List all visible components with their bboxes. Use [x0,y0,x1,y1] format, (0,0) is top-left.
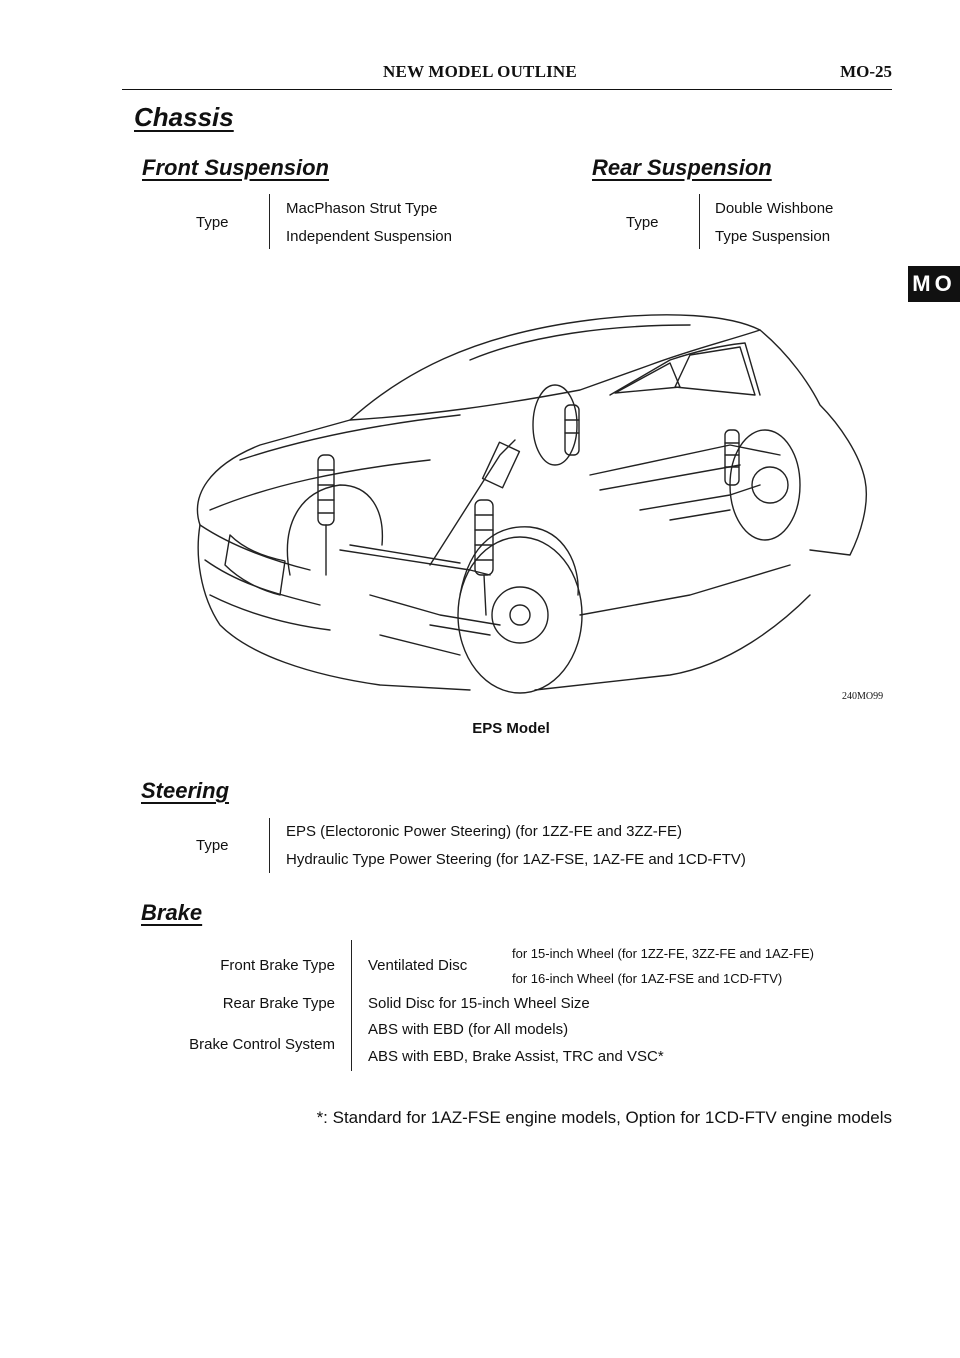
brake-control-value-1: ABS with EBD (for All models) [368,1021,569,1038]
front-suspension-value-1: MacPhason Strut Type [286,200,438,217]
front-suspension-divider [269,194,270,249]
rear-suspension-divider [699,194,700,249]
front-brake-note-2: for 16-inch Wheel (for 1AZ-FSE and 1CD-FTV) [512,971,783,986]
rear-suspension-type-label: Type [626,214,659,231]
brake-control-label: Brake Control System [189,1036,335,1053]
front-brake-label: Front Brake Type [220,957,335,974]
front-brake-value: Ventilated Disc [368,957,468,974]
steering-value-1: EPS (Electoronic Power Steering) (for 1ZZ-FE and 3ZZ-FE) [286,823,682,840]
rear-brake-value: Solid Disc for 15-inch Wheel Size [368,995,590,1012]
brake-control-value-2: ABS with EBD, Brake Assist, TRC and VSC* [368,1048,664,1065]
chassis-illustration [170,295,895,705]
steering-divider [269,818,270,873]
rear-suspension-heading: Rear Suspension [592,155,772,180]
brake-heading: Brake [141,900,203,925]
section-tab: MO [908,266,960,302]
figure-caption: EPS Model [472,720,550,737]
footnote: *: Standard for 1AZ-FSE engine models, Option for 1CD-FTV engine models [316,1108,892,1127]
steering-type-label: Type [196,837,229,854]
front-brake-note-1: for 15-inch Wheel (for 1ZZ-FE, 3ZZ-FE and 1AZ-FE) [512,946,814,961]
running-header-title: NEW MODEL OUTLINE [383,62,577,81]
rear-brake-label: Rear Brake Type [222,995,335,1012]
front-suspension-heading: Front Suspension [142,155,329,180]
chassis-heading: Chassis [134,102,234,132]
header-rule [122,89,892,90]
page-number: MO-25 [840,62,892,81]
brake-divider [351,940,352,1071]
steering-value-2: Hydraulic Type Power Steering (for 1AZ-FSE, 1AZ-FE and 1CD-FTV) [286,851,746,868]
rear-suspension-value-2: Type Suspension [715,228,831,245]
rear-suspension-value-1: Double Wishbone [715,200,834,217]
front-suspension-type-label: Type [196,214,229,231]
steering-heading: Steering [141,778,230,803]
front-suspension-value-2: Independent Suspension [286,228,452,245]
figure-code: 240MO99 [842,691,884,702]
